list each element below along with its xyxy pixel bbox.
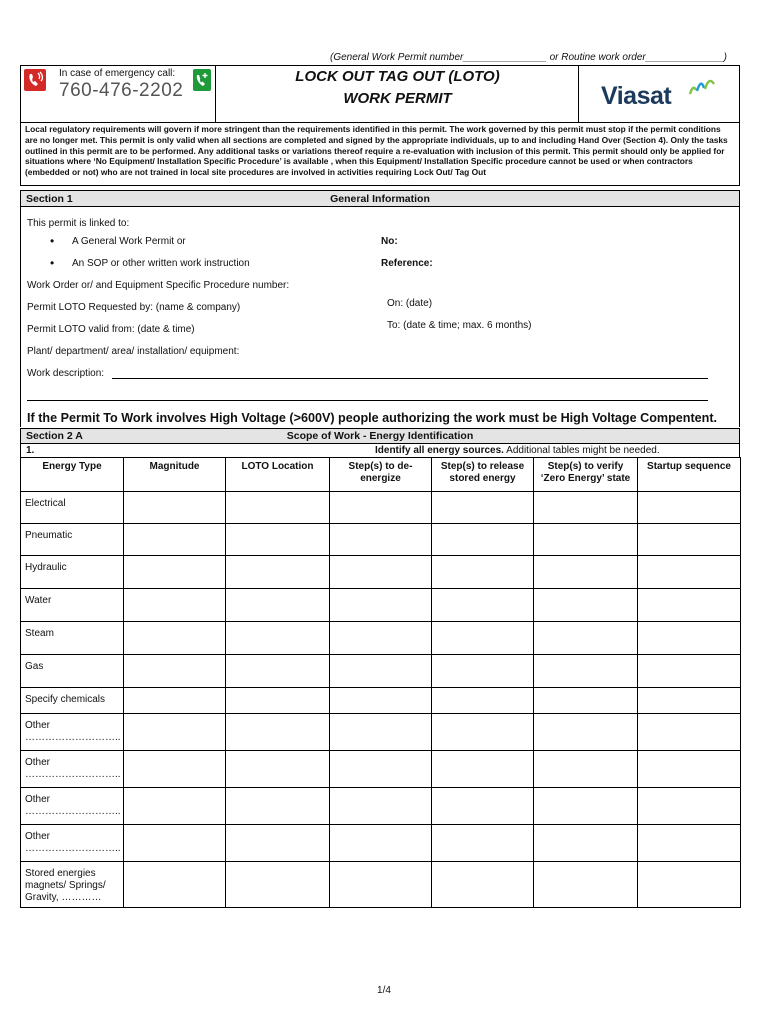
entry-cell[interactable] — [432, 688, 534, 714]
entry-cell[interactable] — [124, 524, 226, 556]
entry-cell[interactable] — [432, 492, 534, 524]
section-1-header — [20, 190, 740, 207]
entry-cell[interactable] — [226, 492, 330, 524]
energy-type-cell — [21, 556, 124, 589]
no-label: No: — [381, 236, 398, 247]
entry-cell[interactable] — [226, 688, 330, 714]
entry-cell[interactable] — [226, 751, 330, 788]
entry-cell[interactable] — [124, 862, 226, 908]
energy-type-blank: ……………………….. — [25, 769, 121, 780]
energy-type-cell — [21, 714, 124, 751]
plant-label: Plant/ department/ area/ installation/ equipment: — [27, 346, 240, 357]
entry-cell[interactable] — [638, 751, 741, 788]
bullet-icon: • — [50, 256, 55, 270]
entry-cell[interactable] — [124, 556, 226, 589]
table-row — [21, 589, 741, 622]
entry-cell[interactable] — [124, 622, 226, 655]
regulatory-disclaimer: Local regulatory requirements will govern if more stringent than the requirements identified in this permit. The work governed by this permit must stop if the permit conditions are no longer met. This permit is only valid when all sections are completed and signed by the appropriate individuals, up to and including Hand Over (Section 4). Only the tasks outlined in this permit are to be performed. Any additional tasks or variations thereof require a re-evaluation with inclusion of this permit. This permit should only be applied for situations where ‘No Equipment/ Installation Specific Procedure’ is available , when this Equipment/ Installation Specific procedure cannot be used or when contractors (embedded or not) who are not trained in local site procedures are involved in activities requiring Lock Out/ Tag Out — [20, 123, 740, 186]
entry-cell[interactable] — [432, 825, 534, 862]
entry-cell[interactable] — [534, 751, 638, 788]
work-order-label: Work Order or/ and Equipment Specific Procedure number: — [27, 280, 290, 291]
table-row — [21, 751, 741, 788]
entry-cell[interactable] — [330, 492, 432, 524]
energy-type-cell — [21, 688, 124, 714]
entry-cell[interactable] — [534, 556, 638, 589]
entry-cell[interactable] — [226, 622, 330, 655]
entry-cell[interactable] — [432, 714, 534, 751]
entry-cell[interactable] — [124, 589, 226, 622]
entry-cell[interactable] — [638, 524, 741, 556]
entry-cell[interactable] — [124, 788, 226, 825]
entry-cell[interactable] — [124, 655, 226, 688]
entry-cell[interactable] — [638, 589, 741, 622]
entry-cell[interactable] — [534, 589, 638, 622]
table-row — [21, 524, 741, 556]
column-header: Step(s) to release stored energy — [432, 458, 534, 492]
linked-to-label: This permit is linked to: — [27, 218, 130, 229]
entry-cell[interactable] — [432, 524, 534, 556]
page-number: 1/4 — [377, 985, 391, 996]
column-header: Step(s) to verify ‘Zero Energy’ state — [534, 458, 638, 492]
entry-cell[interactable] — [432, 862, 534, 908]
valid-from-label: Permit LOTO valid from: (date & time) — [27, 324, 195, 335]
energy-type-cell — [21, 492, 124, 524]
energy-type-cell — [21, 589, 124, 622]
entry-cell[interactable] — [330, 862, 432, 908]
energy-type-label: Gas — [25, 661, 44, 672]
energy-type-cell — [21, 655, 124, 688]
entry-cell[interactable] — [124, 751, 226, 788]
section-2a-label: Section 2 A — [26, 430, 83, 442]
entry-cell[interactable] — [226, 825, 330, 862]
entry-cell[interactable] — [330, 524, 432, 556]
viasat-logo: Viasat — [601, 82, 672, 110]
entry-cell[interactable] — [330, 622, 432, 655]
energy-instruction-bold: Identify all energy sources. — [375, 445, 504, 456]
column-header: Magnitude — [124, 458, 226, 492]
entry-cell[interactable] — [226, 524, 330, 556]
entry-cell[interactable] — [432, 655, 534, 688]
energy-type-cell — [21, 788, 124, 825]
entry-cell[interactable] — [330, 788, 432, 825]
energy-type-label: Steam — [25, 628, 54, 639]
entry-cell[interactable] — [638, 556, 741, 589]
column-header: LOTO Location — [226, 458, 330, 492]
work-description-label: Work description: — [27, 368, 105, 379]
energy-instruction — [375, 445, 660, 456]
entry-cell[interactable] — [534, 622, 638, 655]
bullet-icon: • — [50, 234, 55, 248]
entry-cell[interactable] — [124, 825, 226, 862]
table-row — [21, 714, 741, 751]
table-row — [21, 862, 741, 908]
table-header-row — [21, 458, 741, 492]
entry-cell[interactable] — [330, 714, 432, 751]
energy-type-cell — [21, 862, 124, 908]
energy-type-label: Specify chemicals — [25, 694, 106, 705]
energy-type-cell — [21, 622, 124, 655]
entry-cell[interactable] — [534, 688, 638, 714]
entry-cell[interactable] — [124, 714, 226, 751]
energy-type-label: Other — [25, 794, 51, 805]
entry-cell[interactable] — [330, 655, 432, 688]
column-header: Startup sequence — [638, 458, 741, 492]
entry-cell[interactable] — [534, 524, 638, 556]
entry-cell[interactable] — [432, 556, 534, 589]
entry-cell[interactable] — [124, 688, 226, 714]
energy-type-label: Electrical — [25, 498, 66, 509]
energy-identification-table — [20, 457, 741, 908]
emergency-contact-cell — [21, 66, 216, 122]
section-2a-instruction-row — [20, 444, 740, 457]
table-row — [21, 556, 741, 589]
entry-cell[interactable] — [534, 714, 638, 751]
table-row — [21, 492, 741, 524]
entry-cell[interactable] — [432, 589, 534, 622]
energy-type-label: Other — [25, 757, 51, 768]
high-voltage-note: If the Permit To Work involves High Voltage (>600V) people authorizing the work must be High Voltage Compentent. — [27, 411, 718, 425]
column-header: Energy Type — [21, 458, 124, 492]
entry-cell[interactable] — [226, 655, 330, 688]
entry-cell[interactable] — [638, 862, 741, 908]
entry-cell[interactable] — [330, 751, 432, 788]
on-date-label: On: (date) — [387, 298, 433, 309]
item-number: 1. — [26, 445, 35, 456]
permit-reference-line: (General Work Permit number_______________ or Routine work order______________) — [330, 52, 727, 63]
section-1-label: Section 1 — [26, 193, 73, 205]
entry-cell[interactable] — [534, 825, 638, 862]
entry-cell[interactable] — [330, 589, 432, 622]
energy-type-cell — [21, 751, 124, 788]
energy-type-label: Water — [25, 595, 52, 606]
entry-cell[interactable] — [432, 788, 534, 825]
reference-label: Reference: — [381, 258, 433, 269]
entry-cell[interactable] — [330, 825, 432, 862]
energy-type-cell — [21, 825, 124, 862]
entry-cell[interactable] — [638, 492, 741, 524]
energy-type-label: Stored energies magnets/ Springs/ Gravity, ………… — [25, 868, 106, 903]
entry-cell[interactable] — [534, 492, 638, 524]
entry-cell[interactable] — [226, 714, 330, 751]
section-1-title: General Information — [330, 193, 430, 205]
entry-cell[interactable] — [226, 788, 330, 825]
entry-cell[interactable] — [638, 788, 741, 825]
general-work-permit-option: A General Work Permit or — [72, 236, 186, 247]
logo-cell — [578, 66, 739, 122]
emergency-label: In case of emergency call: — [59, 68, 176, 79]
entry-cell[interactable] — [124, 492, 226, 524]
entry-cell[interactable] — [330, 556, 432, 589]
work-description-line-2[interactable] — [27, 400, 708, 401]
table-row — [21, 688, 741, 714]
section-2a-header — [20, 428, 740, 444]
table-row — [21, 655, 741, 688]
table-row — [21, 825, 741, 862]
entry-cell[interactable] — [638, 655, 741, 688]
energy-type-blank: ……………………….. — [25, 806, 121, 817]
entry-cell[interactable] — [638, 688, 741, 714]
energy-instruction-rest: Additional tables might be needed. — [503, 445, 660, 456]
energy-type-blank: ……………………….. — [25, 843, 121, 854]
sop-option: An SOP or other written work instruction — [72, 258, 250, 269]
entry-cell[interactable] — [226, 589, 330, 622]
entry-cell[interactable] — [226, 862, 330, 908]
entry-cell[interactable] — [638, 622, 741, 655]
emergency-phone-icon — [193, 69, 211, 91]
column-header: Step(s) to de-energize — [330, 458, 432, 492]
permit-subtitle: WORK PERMIT — [343, 90, 452, 107]
work-description-line[interactable] — [112, 378, 708, 379]
energy-type-cell — [21, 524, 124, 556]
energy-type-label: Other — [25, 720, 51, 731]
entry-cell[interactable] — [432, 751, 534, 788]
section-2a-title: Scope of Work - Energy Identification — [286, 430, 474, 442]
to-date-label: To: (date & time; max. 6 months) — [387, 320, 532, 331]
energy-type-label: Other — [25, 831, 51, 842]
entry-cell[interactable] — [534, 655, 638, 688]
requested-by-label: Permit LOTO Requested by: (name & company) — [27, 302, 241, 313]
energy-type-label: Hydraulic — [25, 562, 67, 573]
entry-cell[interactable] — [534, 862, 638, 908]
entry-cell[interactable] — [534, 788, 638, 825]
energy-type-label: Pneumatic — [25, 530, 73, 541]
emergency-phone-number: 760-476-2202 — [59, 80, 184, 101]
fire-phone-icon — [24, 69, 46, 91]
permit-header — [20, 65, 740, 123]
entry-cell[interactable] — [330, 688, 432, 714]
entry-cell[interactable] — [432, 622, 534, 655]
permit-title: LOCK OUT TAG OUT (LOTO) — [295, 68, 500, 85]
entry-cell[interactable] — [638, 714, 741, 751]
viasat-logo-mark-icon — [687, 76, 717, 102]
entry-cell[interactable] — [226, 556, 330, 589]
table-row — [21, 622, 741, 655]
energy-type-blank: ……………………….. — [25, 732, 121, 743]
table-row — [21, 788, 741, 825]
entry-cell[interactable] — [638, 825, 741, 862]
